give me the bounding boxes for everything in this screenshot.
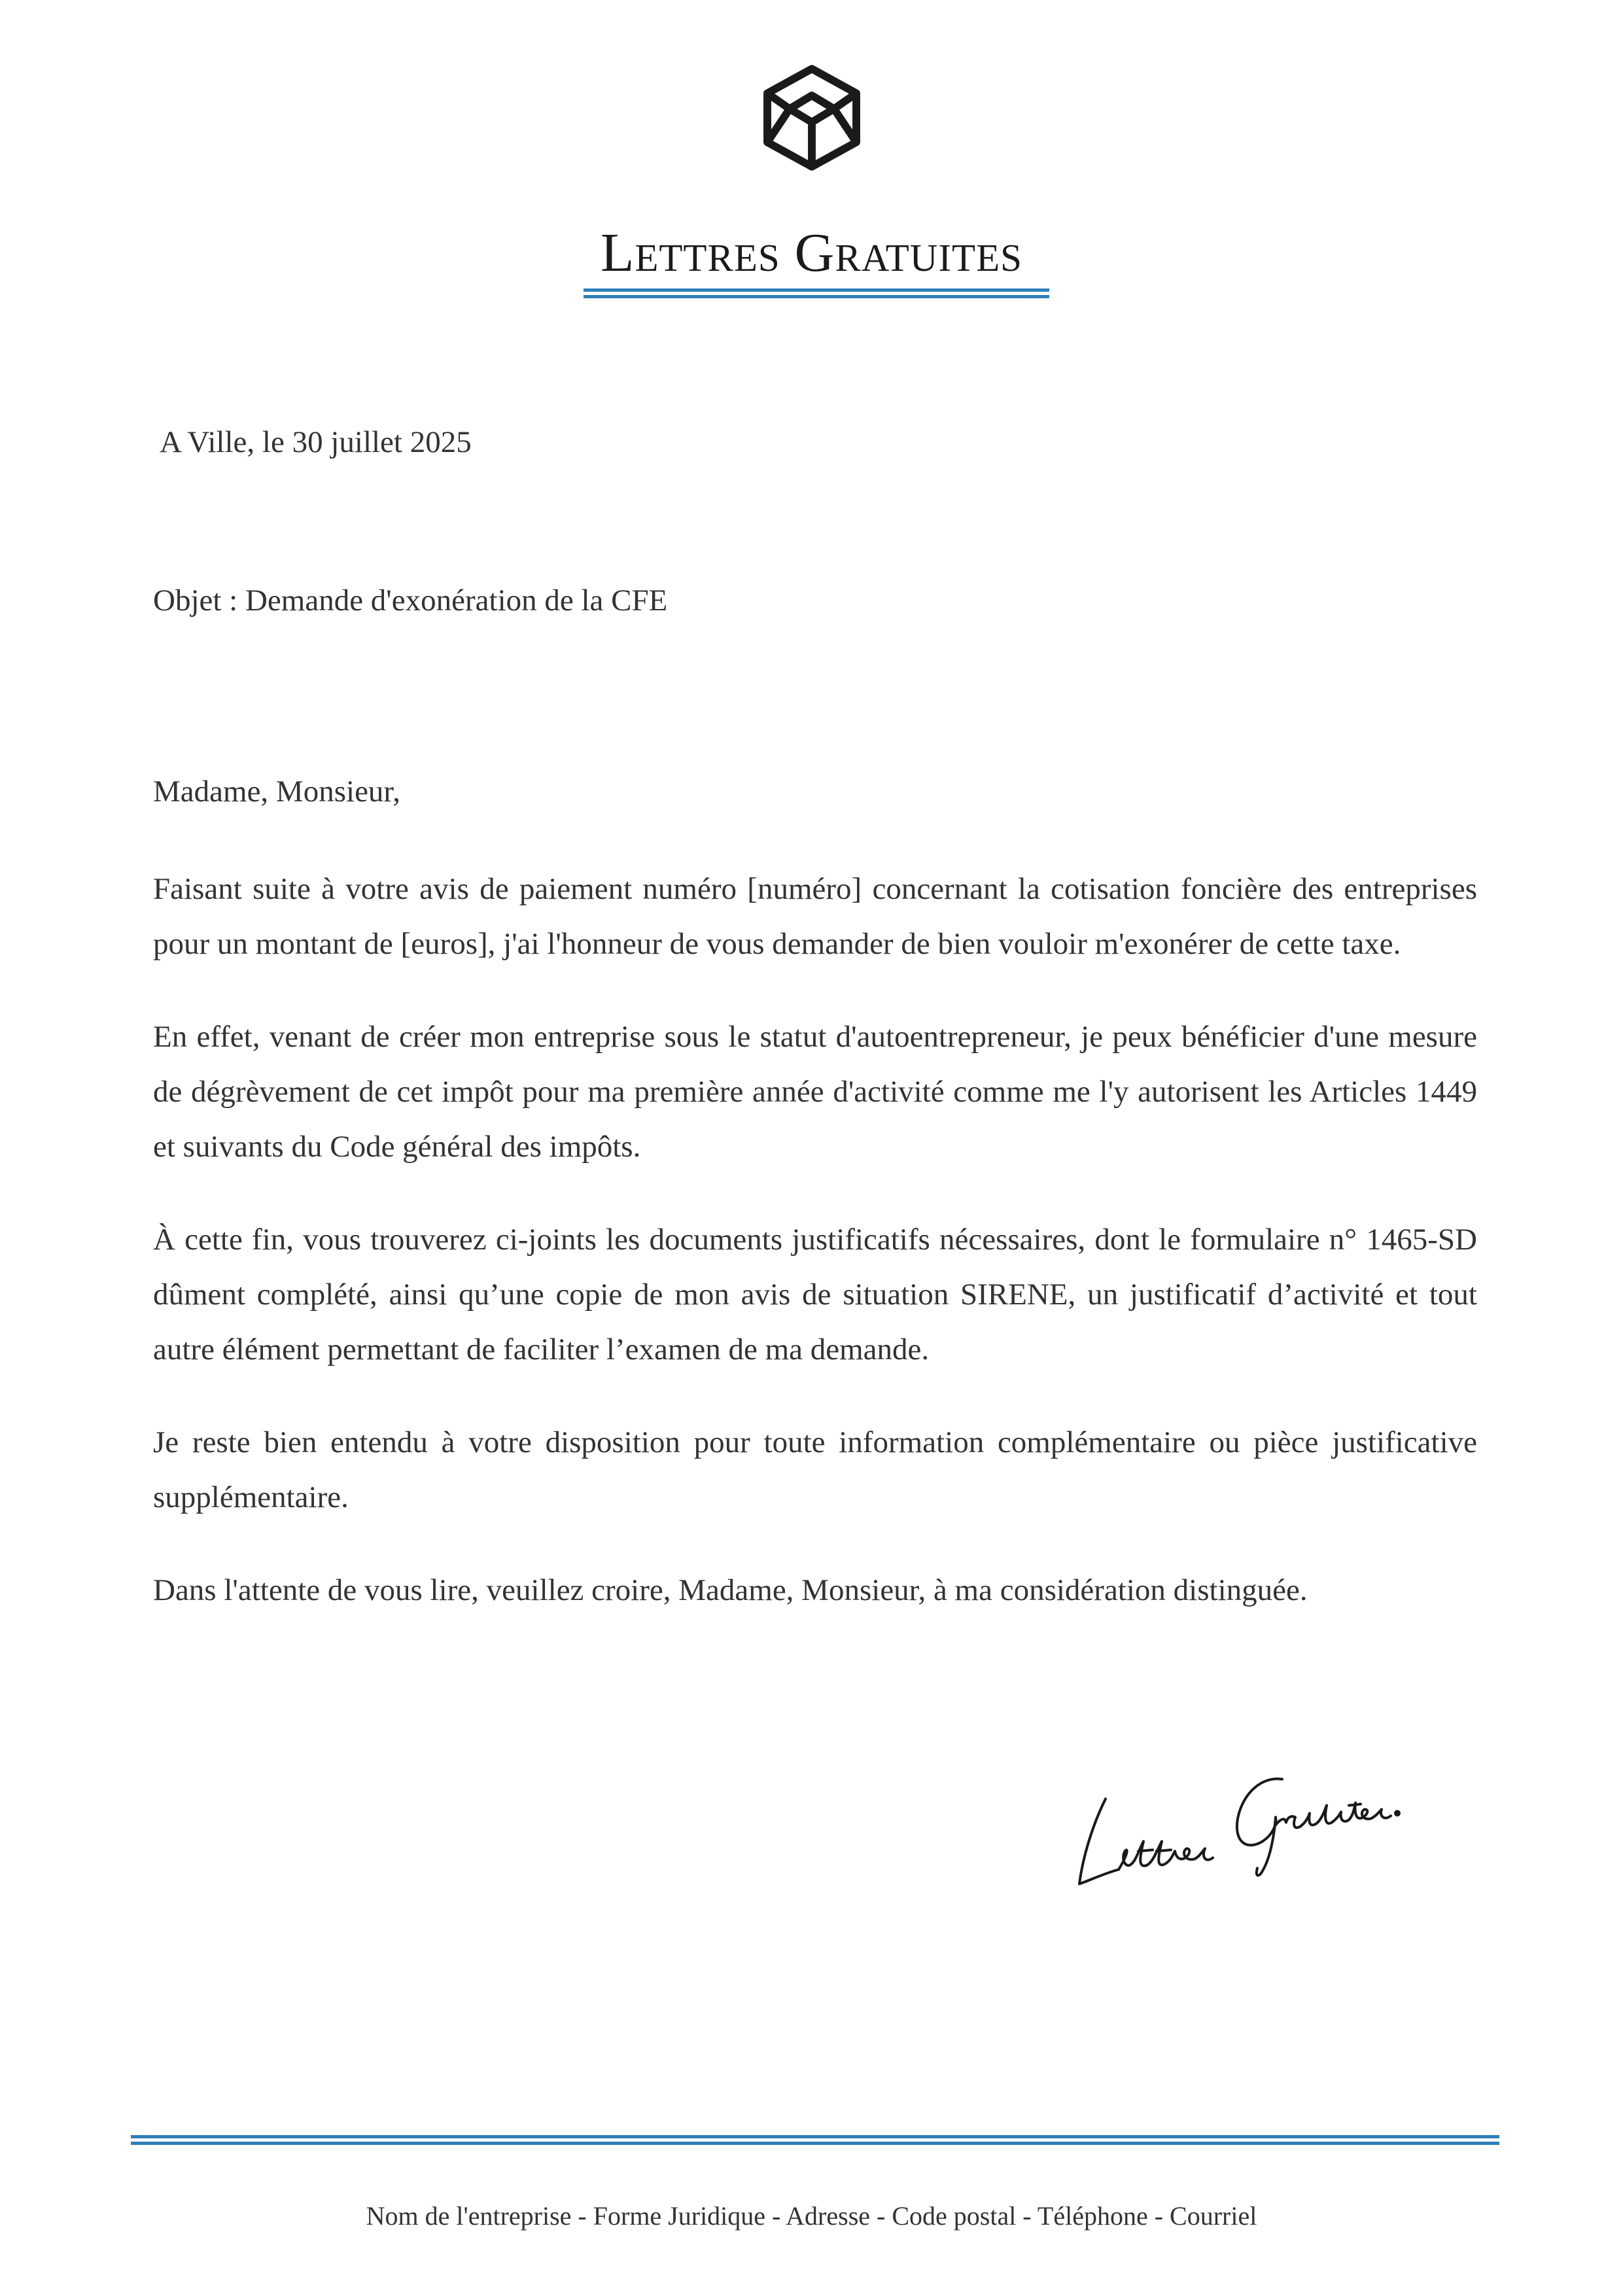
paragraph-4: Je reste bien entendu à votre disposition pour toute information complémentaire ou pièce justificative supplémentaire. bbox=[153, 1425, 1477, 1514]
paragraph-5: Dans l'attente de vous lire, veuillez croire, Madame, Monsieur, à ma considération distinguée. bbox=[153, 1573, 1308, 1607]
paragraph-2: En effet, venant de créer mon entreprise sous le statut d'autoentrepreneur, je peux bénéficier d'une mesure de dégrèvement de cet impôt pour ma première année d'activité comme me l'y autorisent les Articles 1449 et suivants du Code général des impôts. bbox=[153, 1020, 1477, 1164]
cube-wireframe-icon bbox=[756, 62, 867, 173]
letterhead bbox=[0, 62, 1623, 173]
salutation: Madame, Monsieur, bbox=[153, 774, 400, 809]
date-line: A Ville, le 30 juillet 2025 bbox=[160, 425, 472, 459]
paragraph-3: À cette fin, vous trouverez ci-joints les documents justificatifs nécessaires, dont le formulaire n° 1465-SD dûment complété, ainsi qu’une copie de mon avis de situation SIRENE, un justificatif d’activité et tout autre élément permettant de faciliter l’examen de ma demande. bbox=[153, 1223, 1477, 1366]
paragraph-1: Faisant suite à votre avis de paiement numéro [numéro] concernant la cotisation foncière des entreprises pour un montant de [euros], j'ai l'honneur de vous demander de bien vouloir m'exonérer de cette taxe. bbox=[153, 872, 1477, 961]
subject-line: Objet : Demande d'exonération de la CFE bbox=[153, 583, 668, 617]
brand-underline bbox=[584, 288, 1049, 298]
footer-rule bbox=[131, 2135, 1499, 2145]
footer-company-info: Nom de l'entreprise - Forme Juridique - Adresse - Code postal - Téléphone - Courriel bbox=[366, 2201, 1257, 2231]
letter-body bbox=[153, 861, 1477, 1656]
handwritten-signature bbox=[1066, 1753, 1406, 1904]
brand-name: Lettres Gratuites bbox=[601, 222, 1022, 283]
